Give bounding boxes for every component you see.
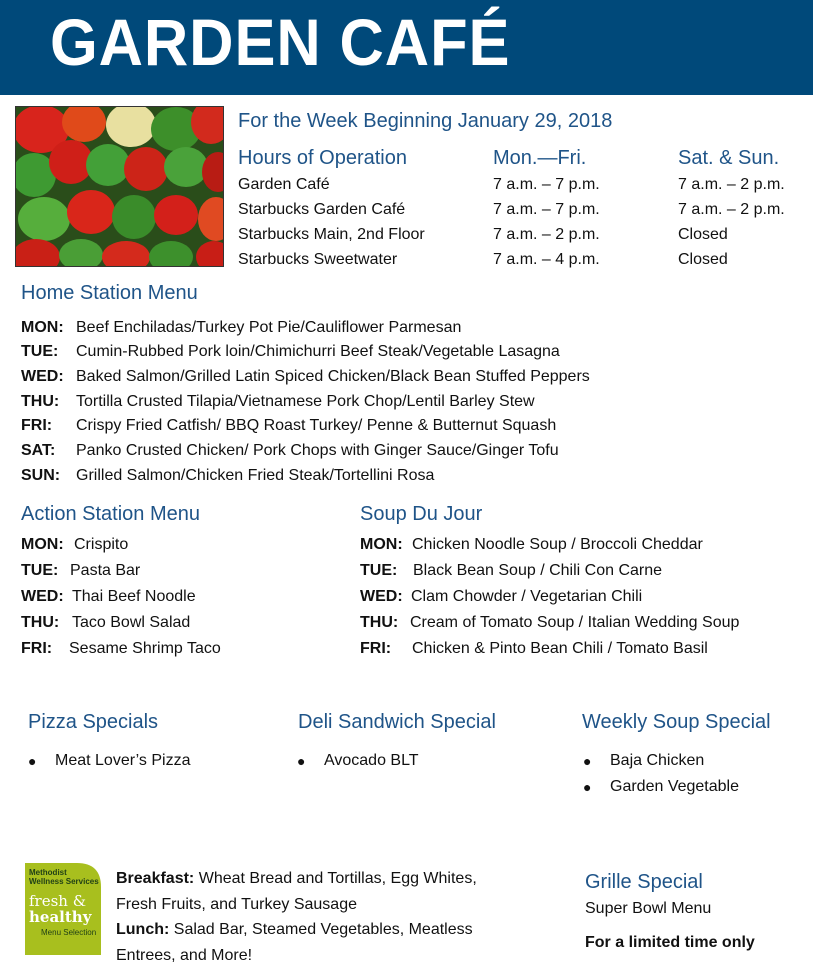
lunch-line: [116, 921, 473, 939]
home-dish: Baked Salmon/Grilled Latin Spiced Chicken/Black Bean Stuffed Peppers: [76, 368, 590, 385]
breakfast-label: Breakfast:: [116, 870, 195, 887]
home-day: THU:: [21, 393, 60, 410]
hours-weekday: 7 a.m. – 4 p.m.: [493, 251, 600, 268]
action-dish: Pasta Bar: [70, 562, 141, 579]
logo-line: healthy: [29, 908, 92, 926]
home-dish: Beef Enchiladas/Turkey Pot Pie/Cauliflower Parmesan: [76, 319, 462, 336]
soup-day: MON:: [360, 536, 403, 553]
home-station-heading: Home Station Menu: [21, 282, 198, 304]
hours-weekday-heading: Mon.—Fri.: [493, 147, 587, 169]
logo-line: fresh &: [29, 892, 87, 910]
hours-place: Starbucks Garden Café: [238, 201, 406, 218]
action-dish: Thai Beef Noodle: [72, 588, 196, 605]
logo-line: Methodist: [29, 868, 67, 877]
bullet-icon: ●: [583, 753, 592, 769]
soup-day: WED:: [360, 588, 403, 605]
bullet-icon: ●: [28, 753, 37, 769]
soup-item: Clam Chowder / Vegetarian Chili: [411, 588, 643, 605]
page-title: GARDEN CAFÉ: [50, 5, 511, 79]
action-day: FRI:: [21, 640, 53, 657]
hours-weekend-heading: Sat. & Sun.: [678, 147, 780, 169]
soup-day: TUE:: [360, 562, 398, 579]
soup-item: Black Bean Soup / Chili Con Carne: [413, 562, 663, 579]
hours-place: Starbucks Main, 2nd Floor: [238, 226, 425, 243]
action-day: TUE:: [21, 562, 59, 579]
action-dish: Taco Bowl Salad: [72, 614, 191, 631]
hours-heading: Hours of Operation: [238, 147, 407, 169]
home-day: TUE:: [21, 343, 59, 360]
week-beginning: For the Week Beginning January 29, 2018: [238, 110, 613, 132]
fresh-healthy-logo: [25, 863, 101, 955]
hours-weekend: Closed: [678, 226, 728, 243]
home-day: SUN:: [21, 467, 61, 484]
pizza-heading: Pizza Specials: [28, 711, 159, 733]
lunch-label: Lunch:: [116, 921, 170, 938]
breakfast-line: [116, 870, 477, 888]
home-dish: Crispy Fried Catfish/ BBQ Roast Turkey/ Penne & Butternut Squash: [76, 417, 557, 434]
home-day: SAT:: [21, 442, 56, 459]
hours-weekend: 7 a.m. – 2 p.m.: [678, 176, 785, 193]
hours-weekday: 7 a.m. – 7 p.m.: [493, 176, 600, 193]
action-day: WED:: [21, 588, 64, 605]
logo-line: Wellness Services: [29, 877, 99, 886]
hours-weekday: 7 a.m. – 7 p.m.: [493, 201, 600, 218]
home-day: FRI:: [21, 417, 53, 434]
action-station-heading: Action Station Menu: [21, 503, 200, 525]
home-day: MON:: [21, 319, 64, 336]
hours-weekend: Closed: [678, 251, 728, 268]
weekly-soup-item: Baja Chicken: [610, 752, 705, 769]
header-banner: [0, 0, 813, 95]
breakfast-text: Wheat Bread and Tortillas, Egg Whites,: [194, 870, 477, 887]
soup-day: FRI:: [360, 640, 392, 657]
weekly-soup-heading: Weekly Soup Special: [582, 711, 771, 733]
bullet-icon: ●: [583, 779, 592, 795]
home-day: WED:: [21, 368, 64, 385]
breakfast-text-2: Fresh Fruits, and Turkey Sausage: [116, 896, 357, 913]
bullet-icon: ●: [297, 753, 306, 769]
hours-place: Starbucks Sweetwater: [238, 251, 398, 268]
soup-item: Chicken Noodle Soup / Broccoli Cheddar: [412, 536, 703, 553]
home-dish: Panko Crusted Chicken/ Pork Chops with Ginger Sauce/Ginger Tofu: [76, 442, 559, 459]
action-dish: Sesame Shrimp Taco: [69, 640, 221, 657]
soup-du-jour-heading: Soup Du Jour: [360, 503, 483, 525]
hours-weekday: 7 a.m. – 2 p.m.: [493, 226, 600, 243]
soup-item: Chicken & Pinto Bean Chili / Tomato Basil: [412, 640, 708, 657]
grille-note: For a limited time only: [585, 934, 755, 951]
hours-place: Garden Café: [238, 176, 330, 193]
soup-day: THU:: [360, 614, 399, 631]
soup-item: Cream of Tomato Soup / Italian Wedding Soup: [410, 614, 740, 631]
home-dish: Cumin-Rubbed Pork loin/Chimichurri Beef Steak/Vegetable Lasagna: [76, 343, 560, 360]
logo-line: Menu Selection: [41, 928, 97, 937]
home-dish: Grilled Salmon/Chicken Fried Steak/Tortellini Rosa: [76, 467, 435, 484]
deli-heading: Deli Sandwich Special: [298, 711, 496, 733]
hours-weekend: 7 a.m. – 2 p.m.: [678, 201, 785, 218]
action-day: MON:: [21, 536, 64, 553]
deli-item: Avocado BLT: [324, 752, 419, 769]
pizza-item: Meat Lover’s Pizza: [55, 752, 191, 769]
grille-item: Super Bowl Menu: [585, 900, 712, 917]
action-dish: Crispito: [74, 536, 129, 553]
home-dish: Tortilla Crusted Tilapia/Vietnamese Pork Chop/Lentil Barley Stew: [76, 393, 535, 410]
lunch-text: Salad Bar, Steamed Vegetables, Meatless: [169, 921, 473, 938]
weekly-soup-item: Garden Vegetable: [610, 778, 739, 795]
peppers-image: [15, 106, 224, 267]
grille-heading: Grille Special: [585, 871, 703, 893]
action-day: THU:: [21, 614, 60, 631]
lunch-text-2: Entrees, and More!: [116, 947, 253, 964]
